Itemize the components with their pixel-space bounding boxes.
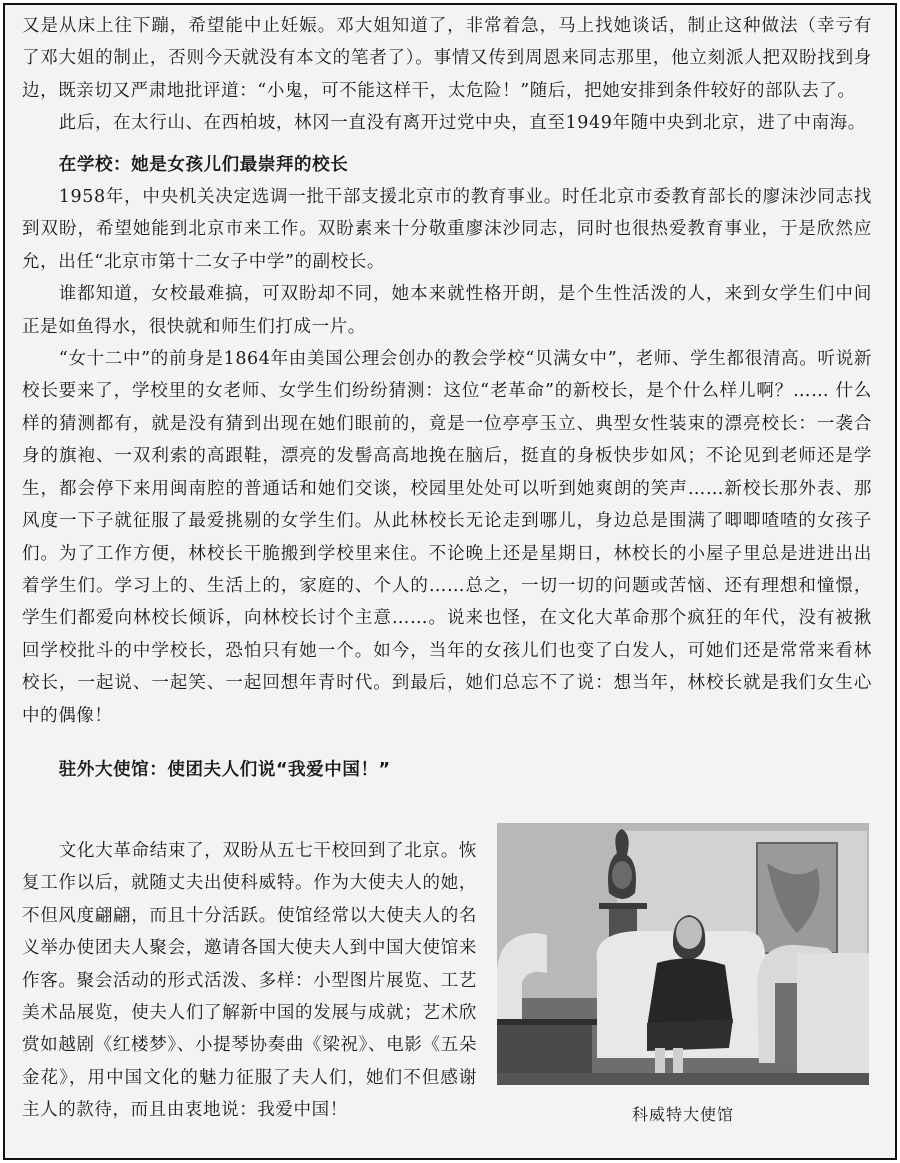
paragraph-school-2: 谁都知道，女校最难搞，可双盼却不同，她本来就性格开朗，是个生性活泼的人，来到女学生们中间正是如鱼得水，很快就和师生们打成一片。 (22, 284, 872, 337)
section-heading-school: 在学校：她是女孩儿们最崇拜的校长 (58, 154, 349, 175)
upper-text-block (22, 10, 872, 786)
magazine-page (3, 3, 897, 1160)
paragraph-beijing: 此后，在太行山、在西柏坡，林冈一直没有离开过党中央，直至1949年随中央到北京，进了中南海。 (58, 113, 866, 134)
photo-caption: 科威特大使馆 (631, 1105, 734, 1124)
section-heading-embassy: 驻外大使馆：使团夫人们说“我爱中国！” (58, 759, 391, 780)
paragraph-continued: 又是从床上往下蹦，希望能中止妊娠。邓大姐知道了，非常着急，马上找她谈话，制止这种做法（幸亏有了邓大姐的制止，否则今天就没有本文的笔者了）。事情又传到周恩来同志那里，他立刻派人把双盼找到身边，既亲切又严肃地批评道：“小鬼，可不能这样干，太危险！”随后，把她安排到条件较好的部队去了。 (22, 16, 872, 101)
embassy-photo (497, 823, 869, 1085)
photo-image (497, 823, 869, 1085)
paragraph-school-3: “女十二中”的前身是1864年由美国公理会创办的教会学校“贝满女中”，老师、学生都很清高。听说新校长要来了，学校里的女老师、女学生们纷纷猜测：这位“老革命”的新校长，是个什么样儿啊？…… 什么样的猜测都有，就是没有猜到出现在她们眼前的，竟是一位亭亭玉立、典型女性装束的漂亮校长：一袭合身的旗袍、一双利索的高跟鞋，漂亮的发髻高高地挽在脑后，挺直的身板快步如风；不论见到老师还是学生，都会停下来用闽南腔的普通话和她们交谈，校园里处处可以听到她爽朗的笑声……新校长那外表、那风度一下子就征服了最爱挑剔的女学生们。从此林校长无论走到哪儿，身边总是围满了唧唧喳喳的女孩子们。为了工作方便，林校长干脆搬到学校里来住。不论晚上还是星期日，林校长的小屋子里总是进进出出着学生们。学习上的、生活上的，家庭的、个人的……总之，一切一切的问题或苦恼、还有理想和憧憬，学生们都爱向林校长倾诉，向林校长讨个主意……。说来也怪，在文化大革命那个疯狂的年代，没有被揪回学校批斗的中学校长，恐怕只有她一个。如今，当年的女孩儿们也变了白发人，可她们还是常常来看林校长，一起说、一起笑、一起回想年青时代。到最后，她们总忘不了说：想当年，林校长就是我们女生心中的偶像！ (22, 349, 872, 726)
paragraph-school-1: 1958年，中央机关决定选调一批干部支援北京市的教育事业。时任北京市委教育部长的廖沫沙同志找到双盼，希望她能到北京市来工作。双盼素来十分敬重廖沫沙同志，同时也很热爱教育事业，于是欣然应允，出任“北京市第十二女子中学”的副校长。 (22, 187, 872, 272)
paragraph-embassy: 文化大革命结束了，双盼从五七干校回到了北京。恢复工作以后，就随丈夫出使科威特。作为大使夫人的她，不但风度翩翩，而且十分活跃。使馆经常以大使夫人的名义举办使团夫人聚会，邀请各国大使夫人到中国大使馆来作客。聚会活动的形式活泼、多样：小型图片展览、工艺美术品展览，使夫人们了解新中国的发展与成就；艺术欣赏如越剧《红楼梦》、小提琴协奏曲《梁祝》、电影《五朵金花》，用中国文化的魅力征服了夫人们，她们不但感谢主人的款待，而且由衷地说：我爱中国！ (22, 841, 477, 1121)
embassy-text-block (22, 835, 477, 1127)
